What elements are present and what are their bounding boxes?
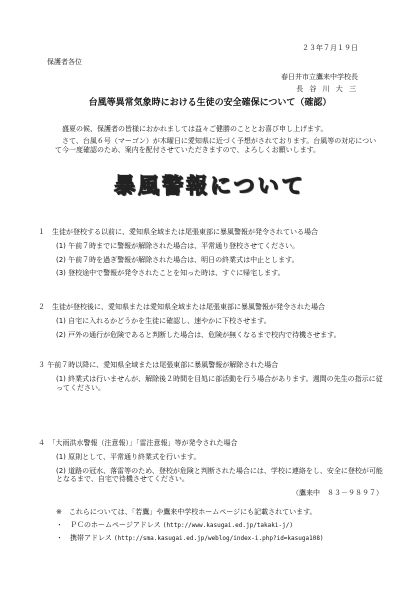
section-item: (1) 自宅に入れるかどうかを生徒に確認し、速やかに下校させます。 bbox=[56, 316, 271, 325]
school-name: 春日井市立鷹来中学校長 bbox=[281, 73, 358, 81]
mobile-url-link[interactable]: (http://sma.kasugai.ed.jp/weblog/index-i.php?id=kasuga108) bbox=[114, 534, 324, 542]
section-heading: １ 生徒が登校する以前に、愛知県全域または尾張東部に暴風警報が発令されている場合 bbox=[38, 228, 318, 236]
school-phone: （鷹来中 ８３－９８９７） bbox=[292, 489, 383, 497]
section-item: (2) 戸外の通行が危険であると判断した場合は、危険が無くなるまで校内で待機させます。 bbox=[56, 330, 341, 339]
notes bbox=[56, 508, 386, 546]
section-3 bbox=[38, 361, 383, 397]
section-heading: ２ 生徒が登校後に、愛知県または愛知県全域または尾張東部に暴風警報が発令された場合 bbox=[38, 303, 325, 311]
pc-url-label: ・ ＰＣのホームページアドレス bbox=[56, 520, 161, 529]
intro-paragraph bbox=[55, 125, 380, 157]
section-item: (3) 登校途中で警報が発令されたことを知った時は、すぐに帰宅します。 bbox=[56, 269, 285, 278]
section-item: (1) 終業式は行いませんが、解除後２時間を目処に部活動を行う場合があります。週間の先生の指示に従ってください。 bbox=[56, 374, 383, 392]
section-1 bbox=[38, 228, 383, 283]
issue-date: ２３年７月１９日 bbox=[302, 44, 358, 52]
pc-url-link[interactable]: (http://www.kasugai.ed.jp/takaki-j/) bbox=[162, 521, 293, 529]
notes-lead: ※ これらについては、「若鷹」や鷹来中学校ホームページにも記載されています。 bbox=[56, 508, 317, 516]
mobile-url-line bbox=[56, 534, 386, 543]
storm-warning-banner: 暴風警報について bbox=[114, 173, 306, 198]
recipient: 保護者各位 bbox=[47, 58, 82, 66]
section-item: (2) 道路の冠水、落雷等のため、登校が危険と判断された場合には、学校に連絡をし、安全に登校が可能となるまで、自宅で待機させてください。 bbox=[56, 466, 383, 484]
section-item: (1) 午前７時までに警報が解除された場合は、平常通り登校させてください。 bbox=[56, 241, 300, 250]
section-item: (1) 原則として、平常通り終業式を行います。 bbox=[56, 452, 201, 461]
intro-line: さて、台風６号（マーゴン）が木曜日に愛知県に近づく予想がされております。台風等の対応について今一度確認のため、案内を配付させていただきますので、よろしくお願いします。 bbox=[55, 136, 377, 154]
section-4 bbox=[38, 439, 383, 503]
mobile-url-label: ・ 携帯アドレス bbox=[56, 533, 112, 542]
section-item: (2) 午前７時を過ぎ警報が解除された場合は、明日の終業式は中止とします。 bbox=[56, 255, 299, 264]
section-2 bbox=[38, 303, 383, 344]
document-title: 台風等異常気象時における生徒の安全確保について（確認） bbox=[88, 98, 332, 108]
intro-line: 盛夏の候、保護者の皆様におかれましては益々ご健勝のこととお喜び申し上げます。 bbox=[62, 125, 328, 133]
principal-name: 長 谷 川 大 三 bbox=[296, 85, 358, 93]
section-heading: ４ 「大雨洪水警報（注意報）」「雷注意報」等が発令された場合 bbox=[38, 439, 238, 447]
section-heading: ３ 午前７時以降に、愛知県全域または尾張東部に暴風警報が解除された場合 bbox=[38, 361, 279, 369]
pc-url-line bbox=[56, 521, 386, 530]
